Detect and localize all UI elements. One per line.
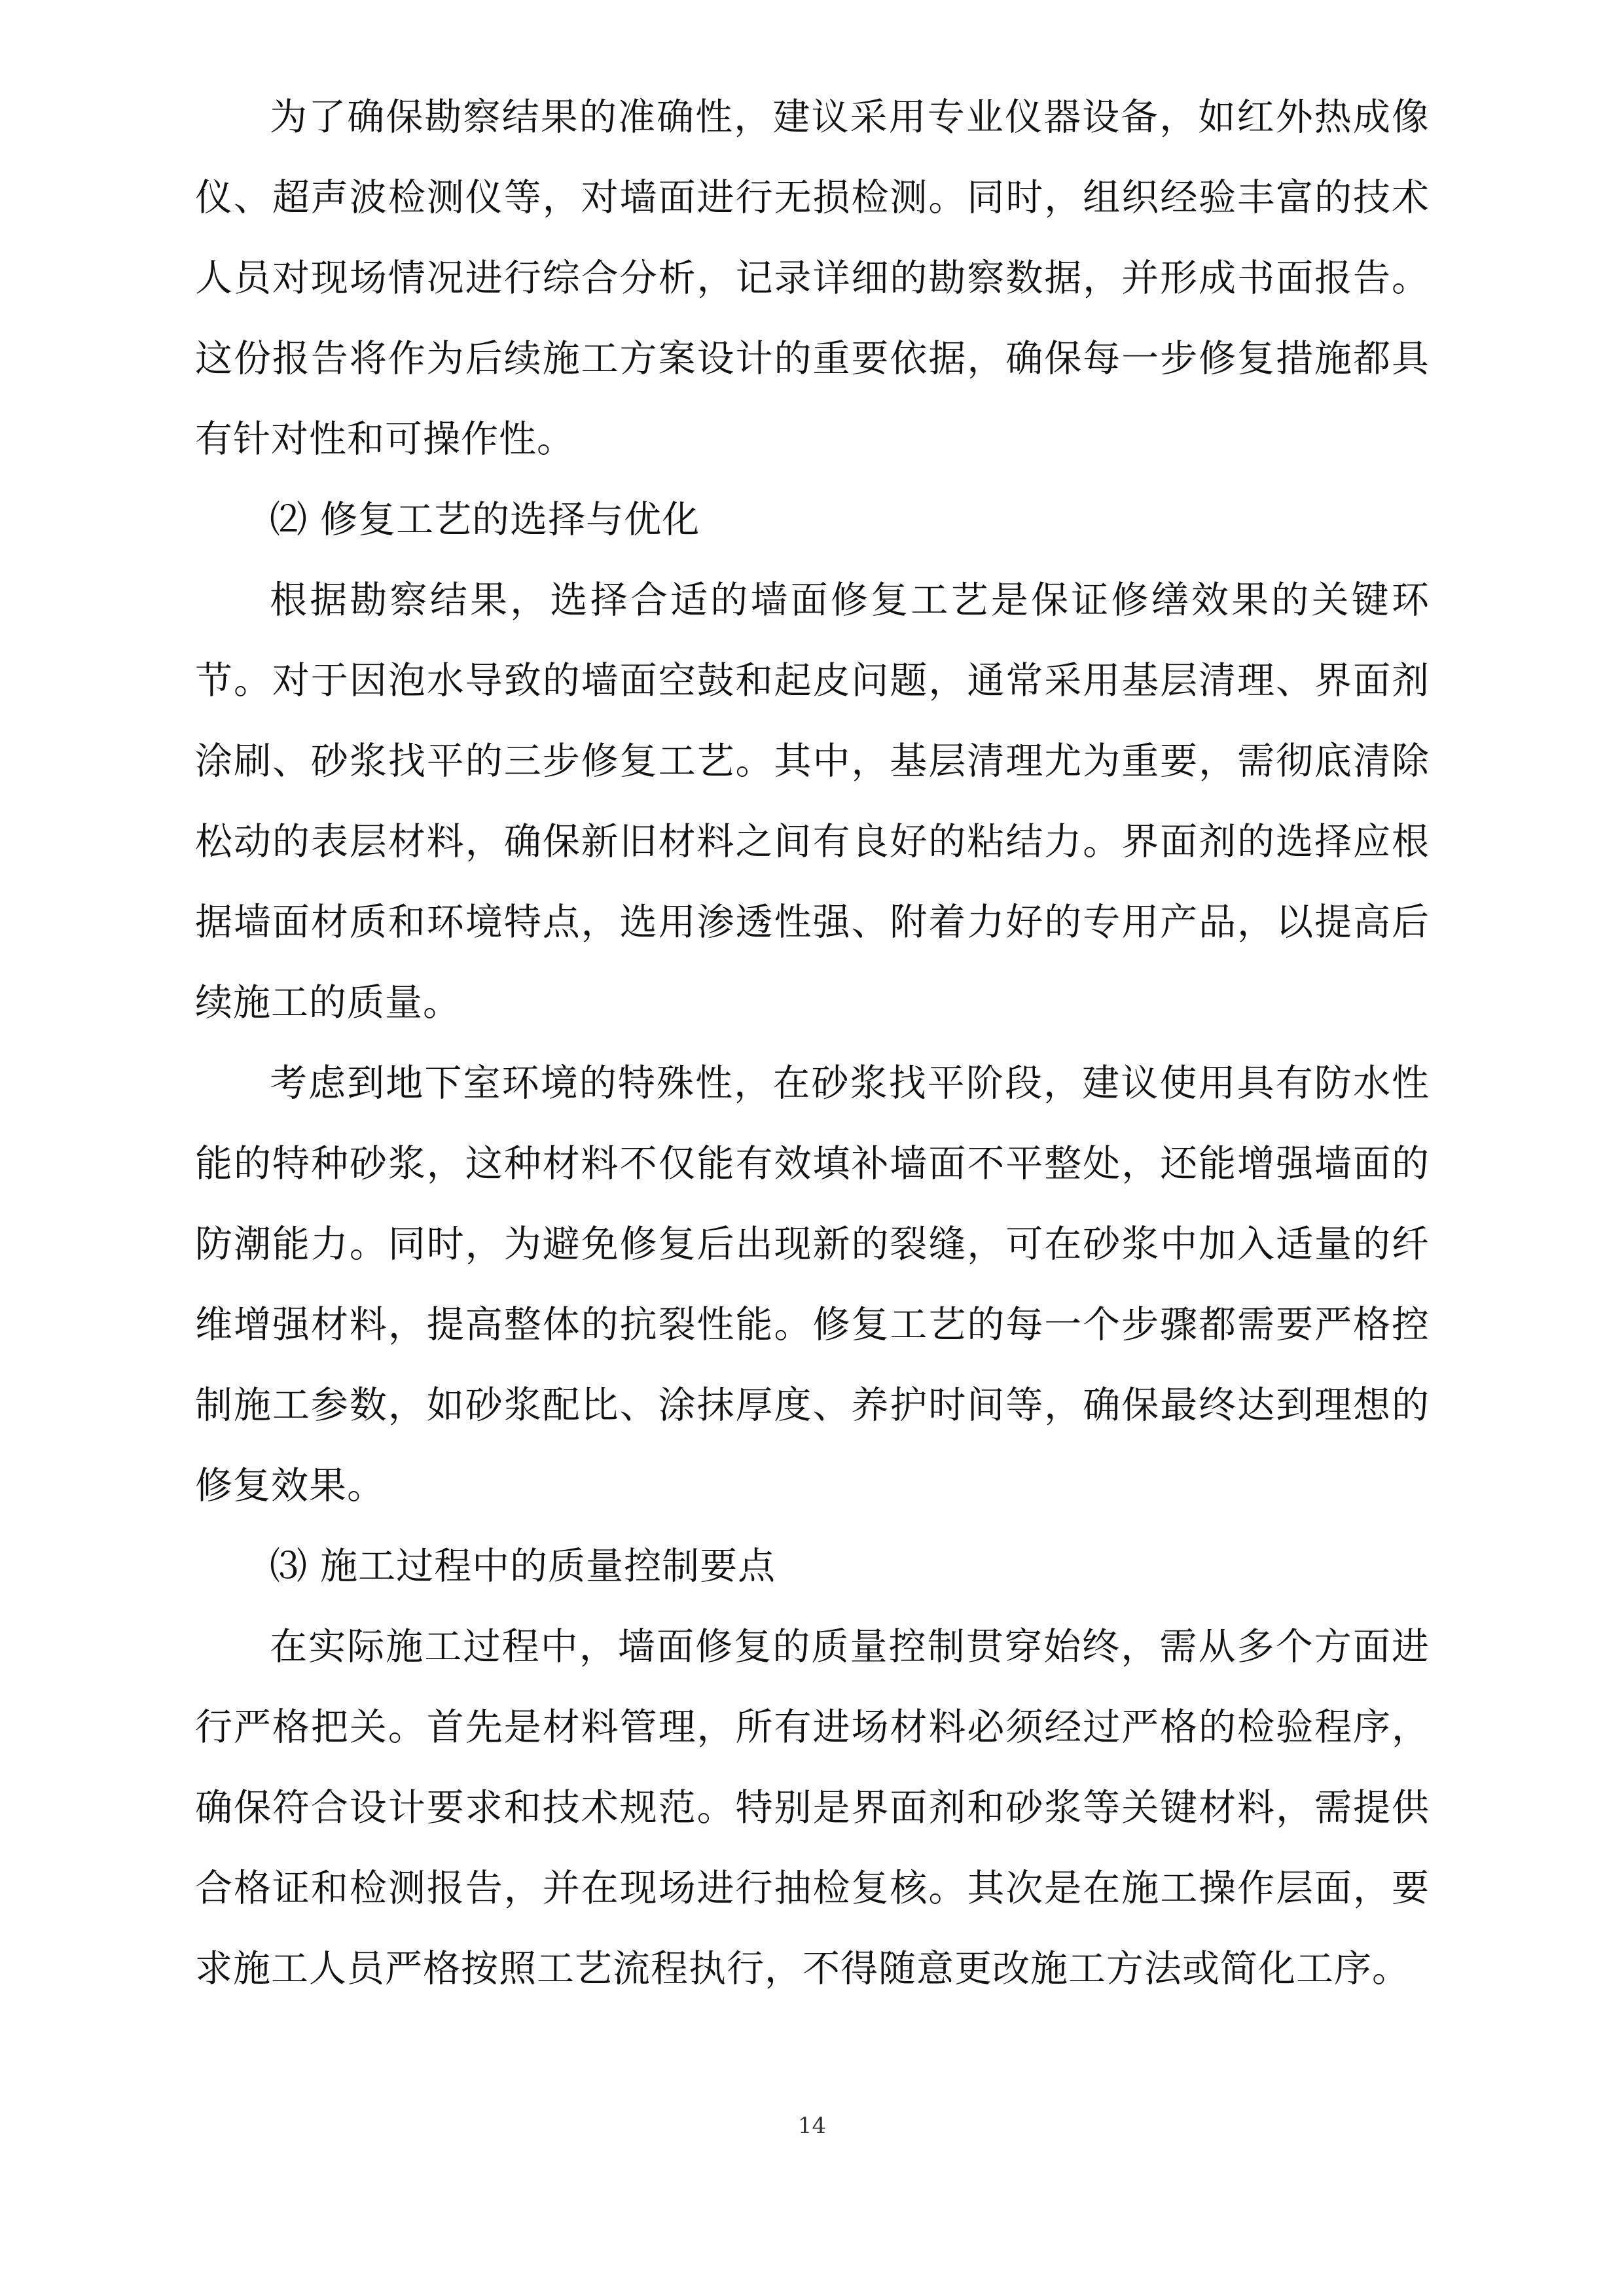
body-text: [195, 77, 1430, 2009]
section-heading-quality-control: ⑶ 施工过程中的质量控制要点: [270, 1545, 776, 1588]
paragraph-survey-report: 为了确保勘察结果的准确性，建议采用专业仪器设备，如红外热成像仪、超声波检测仪等，对墙面进行无损检测。同时，组织经验丰富的技术人员对现场情况进行综合分析，记录详细的勘察数据，并形成书面报告。这份报告将作为后续施工方案设计的重要依据，确保每一步修复措施都具有针对性和可操作性。: [195, 96, 1430, 461]
paragraph-quality-control: 在实际施工过程中，墙面修复的质量控制贯穿始终，需从多个方面进行严格把关。首先是材料管理，所有进场材料必须经过严格的检验程序，确保符合设计要求和技术规范。特别是界面剂和砂浆等关键材料，需提供合格证和检测报告，并在现场进行抽检复核。其次是在施工操作层面，要求施工人员严格按照工艺流程执行，不得随意更改施工方法或简化工序。: [195, 1625, 1430, 1990]
paragraph-repair-selection: 根据勘察结果，选择合适的墙面修复工艺是保证修缮效果的关键环节。对于因泡水导致的墙面空鼓和起皮问题，通常采用基层清理、界面剂涂刷、砂浆找平的三步修复工艺。其中，基层清理尤为重要，需彻底清除松动的表层材料，确保新旧材料之间有良好的粘结力。界面剂的选择应根据墙面材质和环境特点，选用渗透性强、附着力好的专用产品，以提高后续施工的质量。: [195, 579, 1430, 1024]
page-number: 14: [797, 2113, 827, 2139]
paragraph-basement-mortar: 考虑到地下室环境的特殊性，在砂浆找平阶段，建议使用具有防水性能的特种砂浆，这种材料不仅能有效填补墙面不平整处，还能增强墙面的防潮能力。同时，为避免修复后出现新的裂缝，可在砂浆中加入适量的纤维增强材料，提高整体的抗裂性能。修复工艺的每一个步骤都需要严格控制施工参数，如砂浆配比、涂抹厚度、养护时间等，确保最终达到理想的修复效果。: [195, 1062, 1430, 1507]
section-heading-repair-process: ⑵ 修复工艺的选择与优化: [270, 498, 700, 541]
